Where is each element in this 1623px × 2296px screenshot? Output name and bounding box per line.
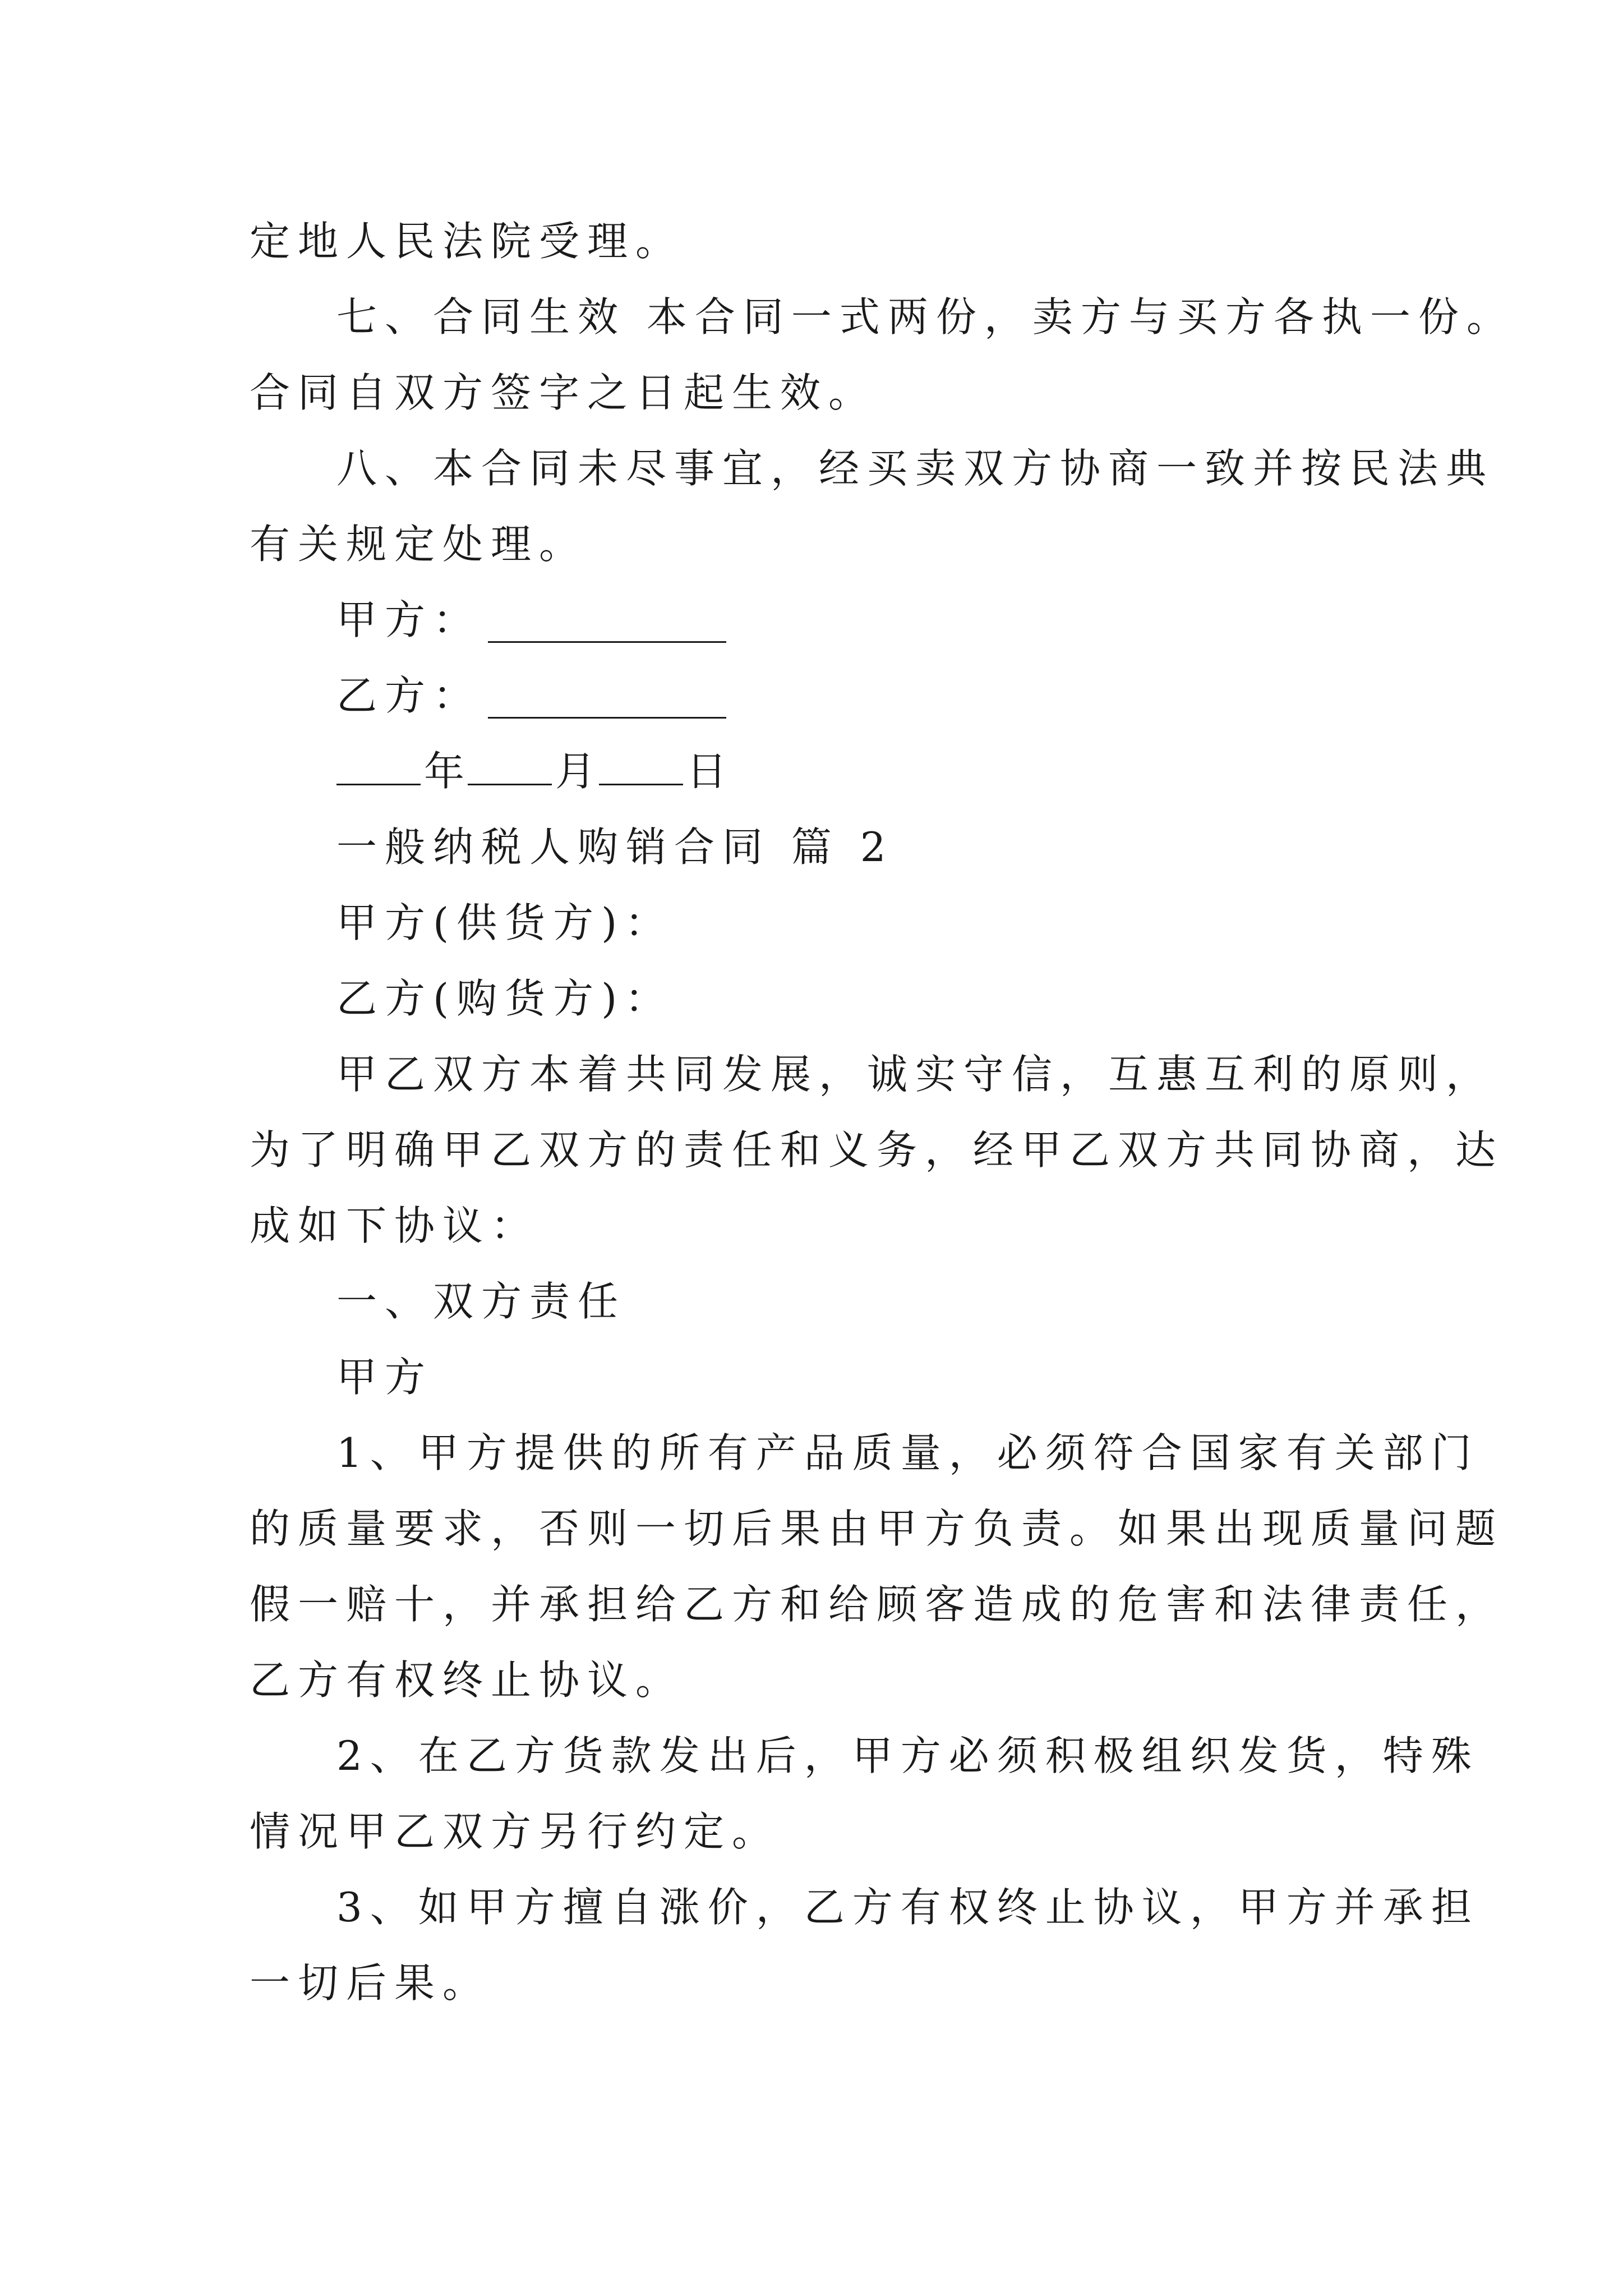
paragraph-line: 甲方(供货方)： — [336, 899, 674, 946]
month-label: 月 — [555, 748, 596, 795]
paragraph-line: 成如下协议： — [250, 1202, 540, 1249]
paragraph-line: 八、本合同未尽事宜，经买卖双方协商一致并按民法典 — [336, 445, 1495, 492]
paragraph-line: 乙方(购货方)： — [336, 975, 674, 1022]
date-row — [336, 746, 730, 797]
year-blank — [336, 750, 421, 785]
day-blank — [599, 750, 683, 785]
paragraph-line: 1、甲方提供的所有产品质量，必须符合国家有关部门 — [336, 1429, 1479, 1476]
month-blank — [468, 750, 552, 785]
party-a-signature-label: 甲方： — [336, 596, 482, 643]
paragraph-line: 假一赔十，并承担给乙方和给顾客造成的危害和法律责任， — [250, 1581, 1504, 1628]
year-label: 年 — [424, 748, 465, 795]
paragraph-line: 合同自双方签字之日起生效。 — [250, 369, 877, 416]
party-b-signature-label: 乙方： — [336, 672, 482, 719]
paragraph-line: 2、在乙方货款发出后，甲方必须积极组织发货，特殊 — [336, 1732, 1479, 1779]
paragraph-line: 乙方有权终止协议。 — [250, 1657, 684, 1704]
paragraph-line: 的质量要求，否则一切后果由甲方负责。如果出现质量问题 — [250, 1505, 1504, 1552]
party-a-signature-line — [488, 641, 726, 643]
paragraph-line: 情况甲乙双方另行约定。 — [250, 1808, 781, 1855]
paragraph-line: 定地人民法院受理。 — [250, 218, 684, 265]
paragraph-line: 七、合同生效 本合同一式两份，卖方与买方各执一份。 — [336, 293, 1515, 341]
paragraph-line: 甲方 — [336, 1354, 434, 1401]
paragraph-line: 有关规定处理。 — [250, 521, 588, 568]
party-b-signature-line — [488, 717, 726, 719]
paragraph-line: 为了明确甲乙双方的责任和义务，经甲乙双方共同协商，达 — [250, 1126, 1504, 1174]
paragraph-line: 一切后果。 — [250, 1959, 491, 2007]
paragraph-line: 甲乙双方本着共同发展，诚实守信，互惠互利的原则， — [336, 1051, 1495, 1098]
section-title: 一般纳税人购销合同 篇 2 — [336, 823, 894, 871]
paragraph-line: 3、如甲方擅自涨价，乙方有权终止协议，甲方并承担 — [336, 1884, 1479, 1931]
paragraph-line: 一、双方责任 — [336, 1278, 626, 1325]
day-label: 日 — [686, 748, 727, 795]
